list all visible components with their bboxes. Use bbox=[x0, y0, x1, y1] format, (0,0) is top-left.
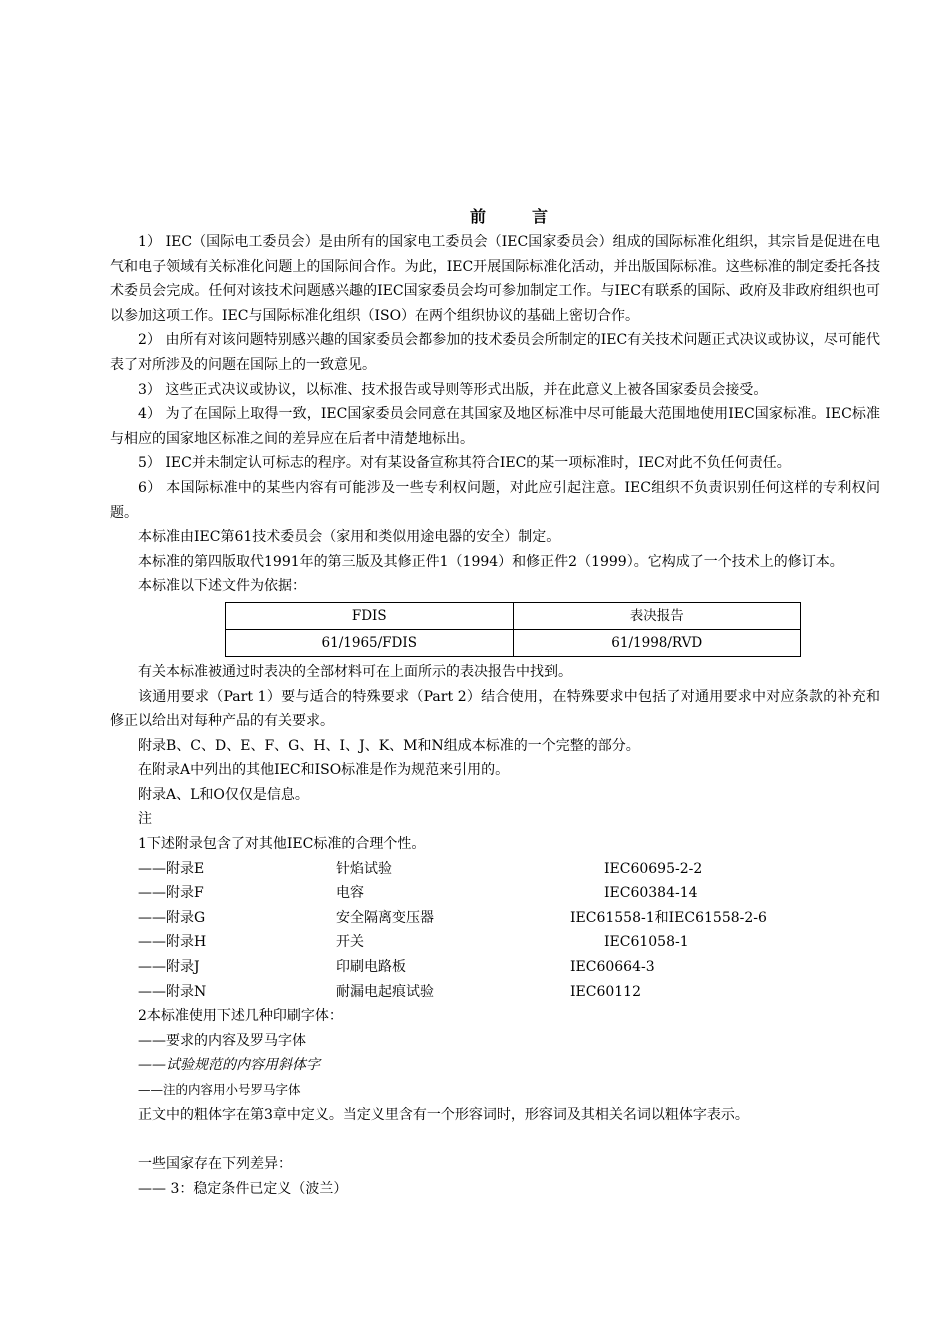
basis-header-fdis: FDIS bbox=[226, 602, 514, 629]
paragraph-part1: 该通用要求（Part 1）要与适合的特殊要求（Part 2）结合使用，在特殊要求中包括了对通用要求中对应条款的补充和修正以给出对每种产品的有关要求。 bbox=[110, 688, 880, 730]
basis-table-row bbox=[226, 629, 801, 656]
font-small: ——注的内容用小号罗马字体 bbox=[138, 1082, 301, 1097]
differences-intro: 一些国家存在下列差异： bbox=[138, 1156, 292, 1173]
list-item bbox=[110, 930, 880, 955]
annex-standard: IEC60695-2-2 bbox=[604, 860, 703, 877]
annex-standard: IEC60112 bbox=[570, 983, 641, 1000]
basis-cell-report: 61/1998/RVD bbox=[513, 629, 801, 656]
annex-name: 电容 bbox=[336, 885, 364, 902]
annex-name: 印刷电路板 bbox=[336, 959, 406, 976]
paragraph-6: 6） 本国际标准中的某些内容有可能涉及一些专利权问题，对此应引起注意。IEC组织不负责识别任何这样的专利权问题。 bbox=[110, 479, 880, 521]
basis-table bbox=[225, 602, 801, 657]
annex-name: 耐漏电起痕试验 bbox=[336, 983, 434, 1000]
paragraph-7: 本标准由IEC第61技术委员会（家用和类似用途电器的安全）制定。 bbox=[138, 529, 561, 546]
paragraph-5: 5） IEC并未制定认可标志的程序。对有某设备宣称其符合IEC的某一项标准时，IEC对此不负任何责任。 bbox=[138, 455, 791, 472]
note-1: 1下述附录包含了对其他IEC标准的合理个性。 bbox=[138, 836, 426, 853]
annex-name: 安全隔离变压器 bbox=[336, 909, 434, 926]
paragraph-3: 3） 这些正式决议或协议，以标准、技术报告或导则等形式出版，并在此意义上被各国家委员会接受。 bbox=[138, 381, 768, 398]
annex-standard: IEC60664-3 bbox=[570, 959, 655, 976]
paragraph-normative-annexes: 附录B、C、D、E、F、G、H、I、J、K、M和N组成本标准的一个完整的部分。 bbox=[138, 737, 640, 754]
note-label: 注 bbox=[138, 811, 152, 828]
font-italic: ——试验规范的内容用斜体字 bbox=[138, 1057, 320, 1074]
annex-id: ——附录F bbox=[138, 885, 204, 902]
paragraph-8: 本标准的第四版取代1991年的第三版及其修正件1（1994）和修正件2（1999）。它构成了一个技术上的修订本。 bbox=[138, 553, 844, 570]
basis-intro: 本标准以下述文件为依据： bbox=[138, 578, 306, 595]
difference-item: —— 3：稳定条件已定义（波兰） bbox=[138, 1180, 348, 1197]
annex-standard: IEC61058-1 bbox=[604, 934, 689, 951]
annex-id: ——附录H bbox=[138, 934, 207, 951]
basis-table-header-row bbox=[226, 602, 801, 629]
paragraph-votes: 有关本标准被通过时表决的全部材料可在上面所示的表决报告中找到。 bbox=[138, 663, 572, 680]
document-page bbox=[110, 204, 880, 1201]
title-char-1: 前 bbox=[469, 207, 486, 226]
page-title bbox=[138, 204, 880, 230]
paragraph-4: 4） 为了在国际上取得一致，IEC国家委员会同意在其国家及地区标准中尽可能最大范围地使用IEC国家标准。IEC标准与相应的国家地区标准之间的差异应在后者中清楚地标出。 bbox=[110, 406, 880, 447]
annex-name: 针焰试验 bbox=[336, 860, 392, 877]
paragraph-informative-annexes: 附录A、L和O仅仅是信息。 bbox=[138, 786, 309, 803]
annex-standard: IEC61558-1和IEC61558-2-6 bbox=[570, 909, 767, 926]
annex-id: ——附录E bbox=[138, 860, 205, 877]
annex-id: ——附录J bbox=[138, 959, 200, 976]
list-item bbox=[110, 881, 880, 906]
spacer bbox=[110, 1127, 880, 1152]
bold-note: 正文中的粗体字在第3章中定义。当定义里含有一个形容词时，形容词及其相关名词以粗体字表示。 bbox=[138, 1106, 749, 1123]
basis-cell-fdis: 61/1965/FDIS bbox=[226, 629, 514, 656]
annex-list bbox=[110, 857, 880, 1005]
basis-header-report: 表决报告 bbox=[513, 602, 801, 629]
list-item bbox=[110, 980, 880, 1005]
annex-standard: IEC60384-14 bbox=[604, 885, 698, 902]
font-roman: ——要求的内容及罗马字体 bbox=[138, 1032, 306, 1049]
title-char-2: 言 bbox=[532, 207, 549, 226]
annex-id: ——附录G bbox=[138, 909, 206, 926]
list-item bbox=[110, 857, 880, 882]
paragraph-1: 1） IEC（国际电工委员会）是由所有的国家电工委员会（IEC国家委员会）组成的国际标准化组织，其宗旨是促进在电气和电子领域有关标准化问题上的国际间合作。为此，IEC开展国际标准化活动，并出版国际标准。这些标准的制定委托各技术委员会完成。任何对该技术问题感兴趣的IEC国家委员会均可参加制定工作。与IEC有联系的国际、政府及非政府组织也可以参加这项工作。IEC与国际标准化组织（ISO）在两个组织协议的基础上密切合作。 bbox=[110, 234, 880, 324]
paragraph-2: 2） 由所有对该问题特别感兴趣的国家委员会都参加的技术委员会所制定的IEC有关技术问题正式决议或协议，尽可能代表了对所涉及的问题在国际上的一致意见。 bbox=[110, 332, 880, 373]
note-2: 2本标准使用下述几种印刷字体： bbox=[138, 1008, 343, 1025]
list-item bbox=[110, 955, 880, 980]
annex-name: 开关 bbox=[336, 934, 364, 951]
annex-id: ——附录N bbox=[138, 983, 207, 1000]
paragraph-annex-a: 在附录A中列出的其他IEC和ISO标准是作为规范来引用的。 bbox=[138, 762, 510, 779]
list-item bbox=[110, 906, 880, 931]
